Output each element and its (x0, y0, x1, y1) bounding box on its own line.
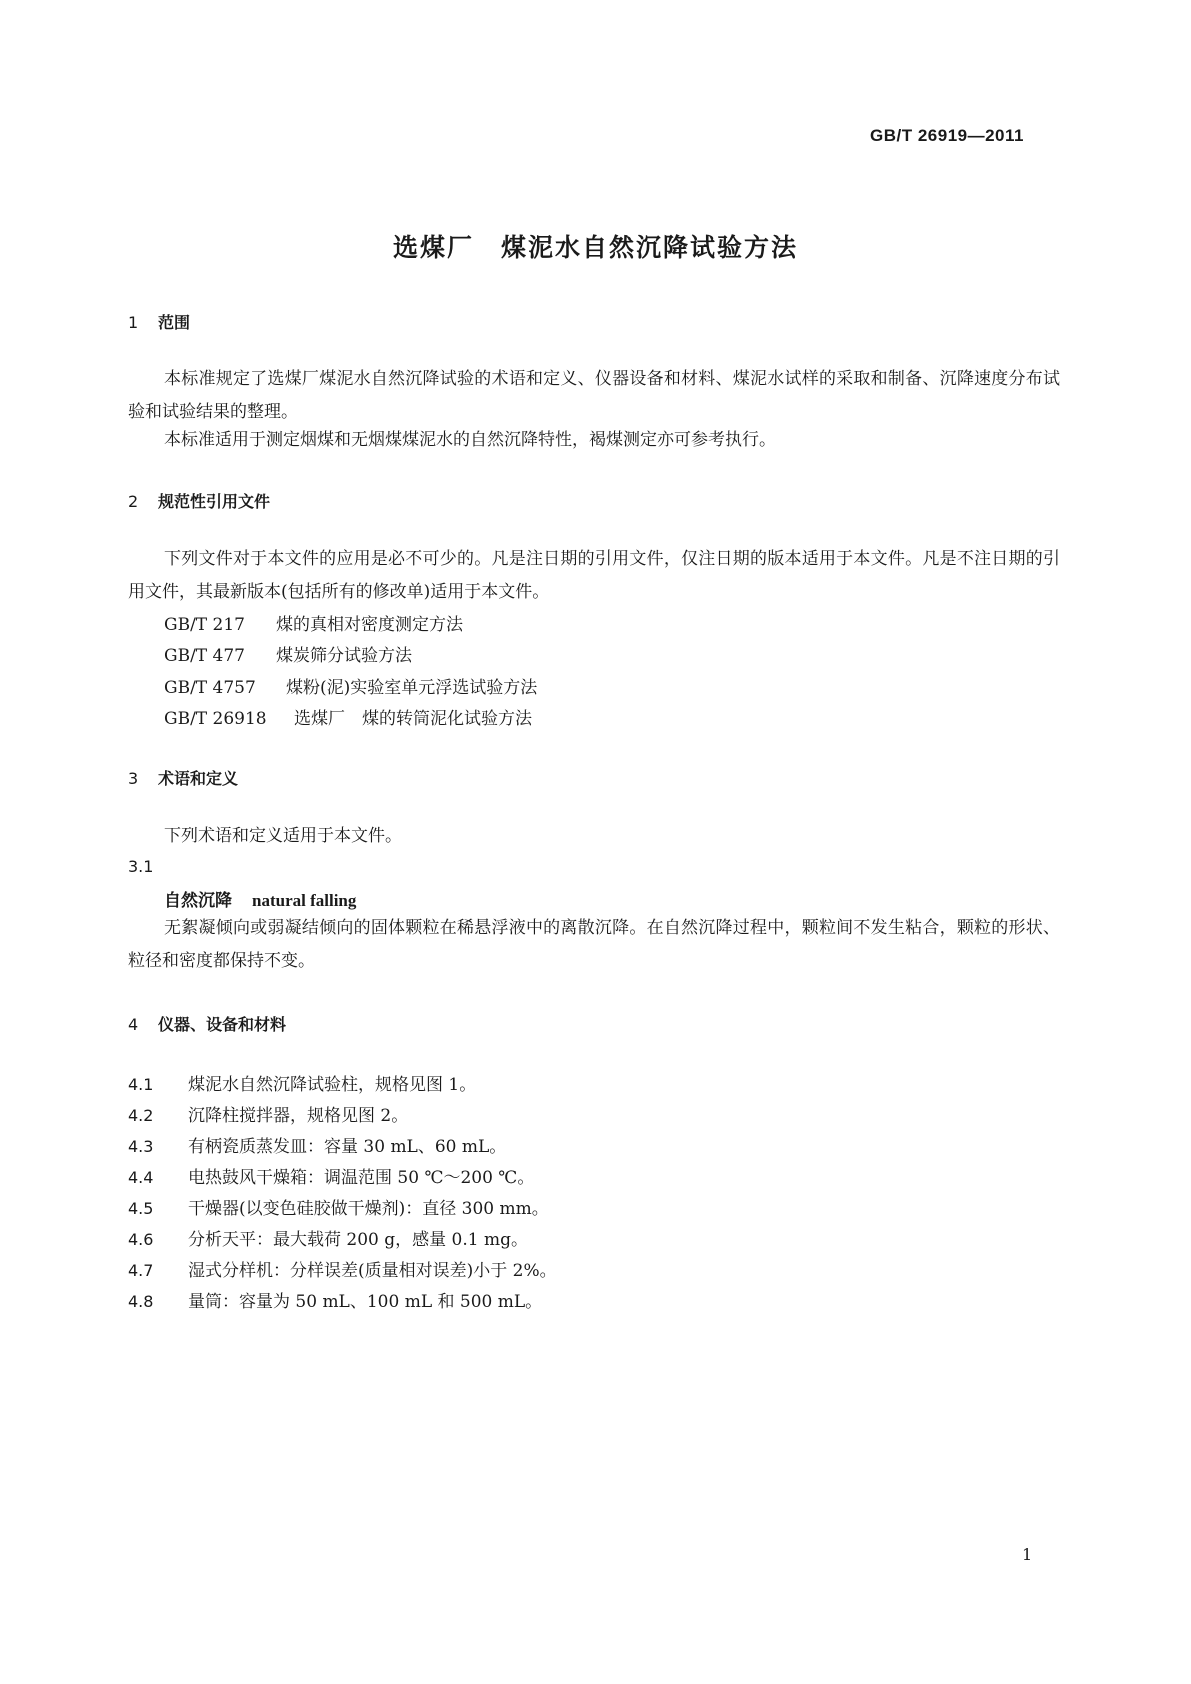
paragraph: 本标准规定了选煤厂煤泥水自然沉降试验的术语和定义、仪器设备和材料、煤泥水试样的采取和制备、沉降速度分布试验和试验结果的整理。 (128, 369, 1060, 422)
document-title: 选煤厂 煤泥水自然沉降试验方法 (392, 233, 798, 262)
list-item (128, 1132, 506, 1157)
reference-item (164, 610, 463, 635)
standard-code: GB/T 26919—2011 (870, 126, 1024, 145)
reference-item (164, 641, 412, 666)
section-3-heading (128, 766, 238, 789)
reference-code: GB/T 217 (164, 615, 245, 635)
list-item (128, 1287, 542, 1312)
list-item (128, 1194, 549, 1219)
reference-title: 煤的真相对密度测定方法 (276, 615, 463, 635)
item-text: 分析天平：最大载荷 200 g，感量 0.1 mg。 (188, 1230, 528, 1250)
section-4-heading (128, 1012, 286, 1035)
section-number: 4 (128, 1015, 139, 1034)
item-number: 4.2 (128, 1106, 154, 1125)
item-number: 4.8 (128, 1292, 154, 1311)
section-2-heading (128, 489, 270, 512)
section-number: 2 (128, 492, 139, 511)
reference-title: 煤粉(泥)实验室单元浮选试验方法 (286, 678, 538, 698)
item-text: 有柄瓷质蒸发皿：容量 30 mL、60 mL。 (188, 1137, 507, 1157)
item-text: 湿式分样机：分样误差(质量相对误差)小于 2%。 (188, 1261, 557, 1281)
reference-title: 煤炭筛分试验方法 (276, 646, 412, 666)
section-title: 范围 (158, 313, 191, 332)
item-text: 沉降柱搅拌器，规格见图 2。 (188, 1106, 409, 1126)
item-text: 电热鼓风干燥箱：调温范围 50 ℃～200 ℃。 (188, 1168, 535, 1188)
item-number: 4.7 (128, 1261, 154, 1280)
term-chinese: 自然沉降 (164, 891, 232, 911)
reference-code: GB/T 477 (164, 646, 245, 666)
list-item (128, 1070, 476, 1095)
list-item (128, 1163, 534, 1188)
term-english: natural falling (252, 891, 357, 910)
reference-code: GB/T 4757 (164, 678, 256, 698)
reference-item (164, 704, 532, 729)
reference-code: GB/T 26918 (164, 709, 267, 729)
item-text: 量筒：容量为 50 mL、100 mL 和 500 mL。 (188, 1292, 543, 1312)
page-number: 1 (1022, 1545, 1033, 1564)
item-number: 4.6 (128, 1230, 154, 1249)
subclause-number: 3.1 (128, 857, 154, 876)
paragraph: 下列文件对于本文件的应用是必不可少的。凡是注日期的引用文件，仅注日期的版本适用于本文件。凡是不注日期的引用文件，其最新版本(包括所有的修改单)适用于本文件。 (128, 549, 1060, 602)
paragraph: 本标准适用于测定烟煤和无烟煤煤泥水的自然沉降特性，褐煤测定亦可参考执行。 (164, 430, 776, 450)
term-definition: 无絮凝倾向或弱凝结倾向的固体颗粒在稀悬浮液中的离散沉降。在自然沉降过程中，颗粒间不发生粘合，颗粒的形状、粒径和密度都保持不变。 (128, 918, 1060, 971)
list-item (128, 1225, 528, 1250)
list-item (128, 1101, 408, 1126)
item-number: 4.3 (128, 1137, 154, 1156)
item-number: 4.4 (128, 1168, 154, 1187)
section-title: 规范性引用文件 (158, 492, 271, 511)
section-number: 1 (128, 313, 139, 332)
section-title: 仪器、设备和材料 (158, 1015, 287, 1034)
item-text: 干燥器(以变色硅胶做干燥剂)：直径 300 mm。 (188, 1199, 549, 1219)
section-number: 3 (128, 769, 139, 788)
section-1-heading (128, 310, 190, 333)
reference-title: 选煤厂 煤的转筒泥化试验方法 (294, 709, 532, 729)
item-number: 4.1 (128, 1075, 154, 1094)
section-title: 术语和定义 (158, 769, 239, 788)
item-text: 煤泥水自然沉降试验柱，规格见图 1。 (188, 1075, 477, 1095)
item-number: 4.5 (128, 1199, 154, 1218)
list-item (128, 1256, 557, 1281)
paragraph: 下列术语和定义适用于本文件。 (164, 826, 402, 846)
reference-item (164, 673, 537, 698)
term-entry (164, 886, 356, 911)
